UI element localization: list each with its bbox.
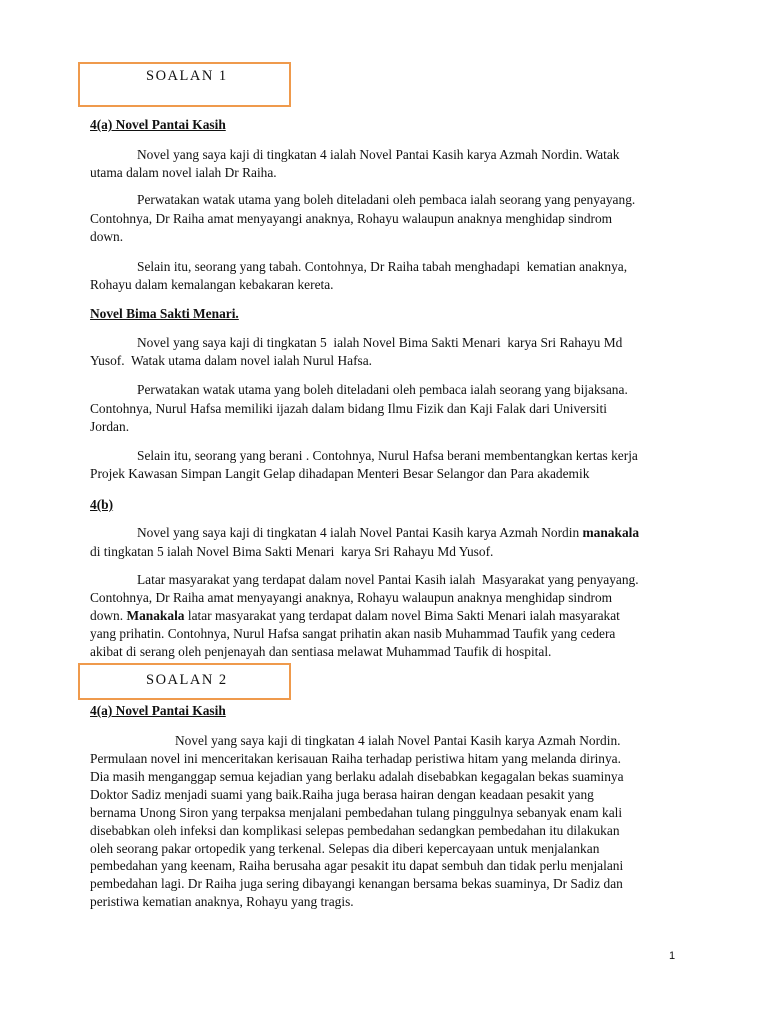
paragraph-line: Novel yang saya kaji di tingkatan 4 ialah Novel Pantai Kasih karya Azmah Nordin. (175, 733, 621, 748)
soalan-2-label: SOALAN 2 (146, 672, 228, 688)
paragraph-line: Contohnya, Dr Raiha amat menyayangi anaknya, Rohayu walaupun anaknya menghidap sindrom (90, 590, 613, 605)
paragraph-text: Novel yang saya kaji di tingkatan 4 ialah Novel Pantai Kasih karya Azmah Nordin (137, 525, 583, 540)
paragraph-line: akibat di serang oleh penjenayah dan sentiasa melawat Muhammad Taufik di hospital. (90, 644, 552, 659)
paragraph-line (137, 524, 639, 542)
paragraph-line: Permulaan novel ini menceritakan kerisauan Raiha terhadap peristiwa hitam yang melanda dirinya. (90, 751, 621, 766)
paragraph-line: pembedahan lagi. Dr Raiha juga sering dibayangi kenangan bersama bekas suaminya, Dr Sadiz dan (90, 876, 623, 891)
paragraph-line: down. (90, 229, 124, 244)
paragraph-line: disebabkan oleh infeksi dan komplikasi selepas pembedahan sedangkan pembedahan itu dilakukan (90, 823, 620, 838)
paragraph-text: latar masyarakat yang terdapat dalam novel Bima Sakti Menari ialah masyarakat (184, 608, 620, 623)
paragraph-line: Latar masyarakat yang terdapat dalam novel Pantai Kasih ialah Masyarakat yang penyayang. (137, 572, 639, 587)
paragraph-line: Rohayu dalam kemalangan kebakaran kereta. (90, 277, 334, 292)
paragraph-line: Selain itu, seorang yang tabah. Contohnya, Dr Raiha tabah menghadapi kematian anaknya, (137, 259, 628, 274)
paragraph-line: Novel yang saya kaji di tingkatan 4 ialah Novel Pantai Kasih karya Azmah Nordin. Watak (137, 147, 620, 162)
paragraph-line: yang prihatin. Contohnya, Nurul Hafsa sangat prihatin akan nasib Muhammad Taufik yang cedera (90, 626, 616, 641)
page-number: 1 (669, 950, 676, 962)
paragraph-line: utama dalam novel ialah Dr Raiha. (90, 165, 277, 180)
paragraph-line: Contohnya, Nurul Hafsa memiliki ijazah dalam bidang Ilmu Fizik dan Kaji Falak dari Universiti (90, 401, 607, 416)
paragraph-line: Perwatakan watak utama yang boleh diteladani oleh pembaca ialah seorang yang penyayang. (137, 192, 636, 207)
paragraph-line: Perwatakan watak utama yang boleh diteladani oleh pembaca ialah seorang yang bijaksana. (137, 382, 628, 397)
paragraph-line: Yusof. Watak utama dalam novel ialah Nurul Hafsa. (90, 353, 373, 368)
soalan-1-label: SOALAN 1 (146, 68, 228, 84)
paragraph-line: Dia masih menganggap semua kejadian yang berlaku adalah disebabkan kegagalan bekas suaminya (90, 769, 624, 784)
bold-term: Manakala (126, 608, 185, 623)
heading-soalan-2-4a-novel-pantai-kasih: 4(a) Novel Pantai Kasih (90, 703, 226, 718)
paragraph-line: Doktor Sadiz menjadi suami yang baik.Raiha juga berasa hairan dengan keadaan pesakit yang (90, 787, 594, 802)
paragraph-line: di tingkatan 5 ialah Novel Bima Sakti Menari karya Sri Rahayu Md Yusof. (90, 544, 494, 559)
paragraph-line: Projek Kawasan Simpan Langit Gelap dihadapan Menteri Besar Selangor dan Para akademik (90, 466, 590, 481)
bold-term: manakala (582, 525, 640, 540)
heading-4b: 4(b) (90, 497, 114, 512)
paragraph-line: oleh seorang pakar ortopedik yang terkenal. Selepas dia diberi kepercayaan untuk menjalankan (90, 841, 600, 856)
paragraph-line: Jordan. (90, 419, 130, 434)
paragraph-line: peristiwa kematian anaknya, Rohayu yang tragis. (90, 894, 354, 909)
heading-4a-novel-pantai-kasih: 4(a) Novel Pantai Kasih (90, 117, 226, 132)
paragraph-line (90, 607, 620, 625)
paragraph-line: pembedahan yang keenam, Raiha berusaha agar pesakit itu dapat sembuh dan tidak perlu menjalani (90, 858, 624, 873)
paragraph-line: Novel yang saya kaji di tingkatan 5 ialah Novel Bima Sakti Menari karya Sri Rahayu Md (137, 335, 623, 350)
paragraph-line: Selain itu, seorang yang berani . Contohnya, Nurul Hafsa berani membentangkan kertas kerja (137, 448, 638, 463)
heading-novel-bima-sakti-menari: Novel Bima Sakti Menari. (90, 306, 239, 321)
paragraph-line: bernama Unong Siron yang terpaksa menjalani pembedahan tulang pinggulnya sebanyak enam kali (90, 805, 623, 820)
paragraph-line: Contohnya, Dr Raiha amat menyayangi anaknya, Rohayu walaupun anaknya menghidap sindrom (90, 211, 613, 226)
paragraph-text: down. (90, 608, 127, 623)
